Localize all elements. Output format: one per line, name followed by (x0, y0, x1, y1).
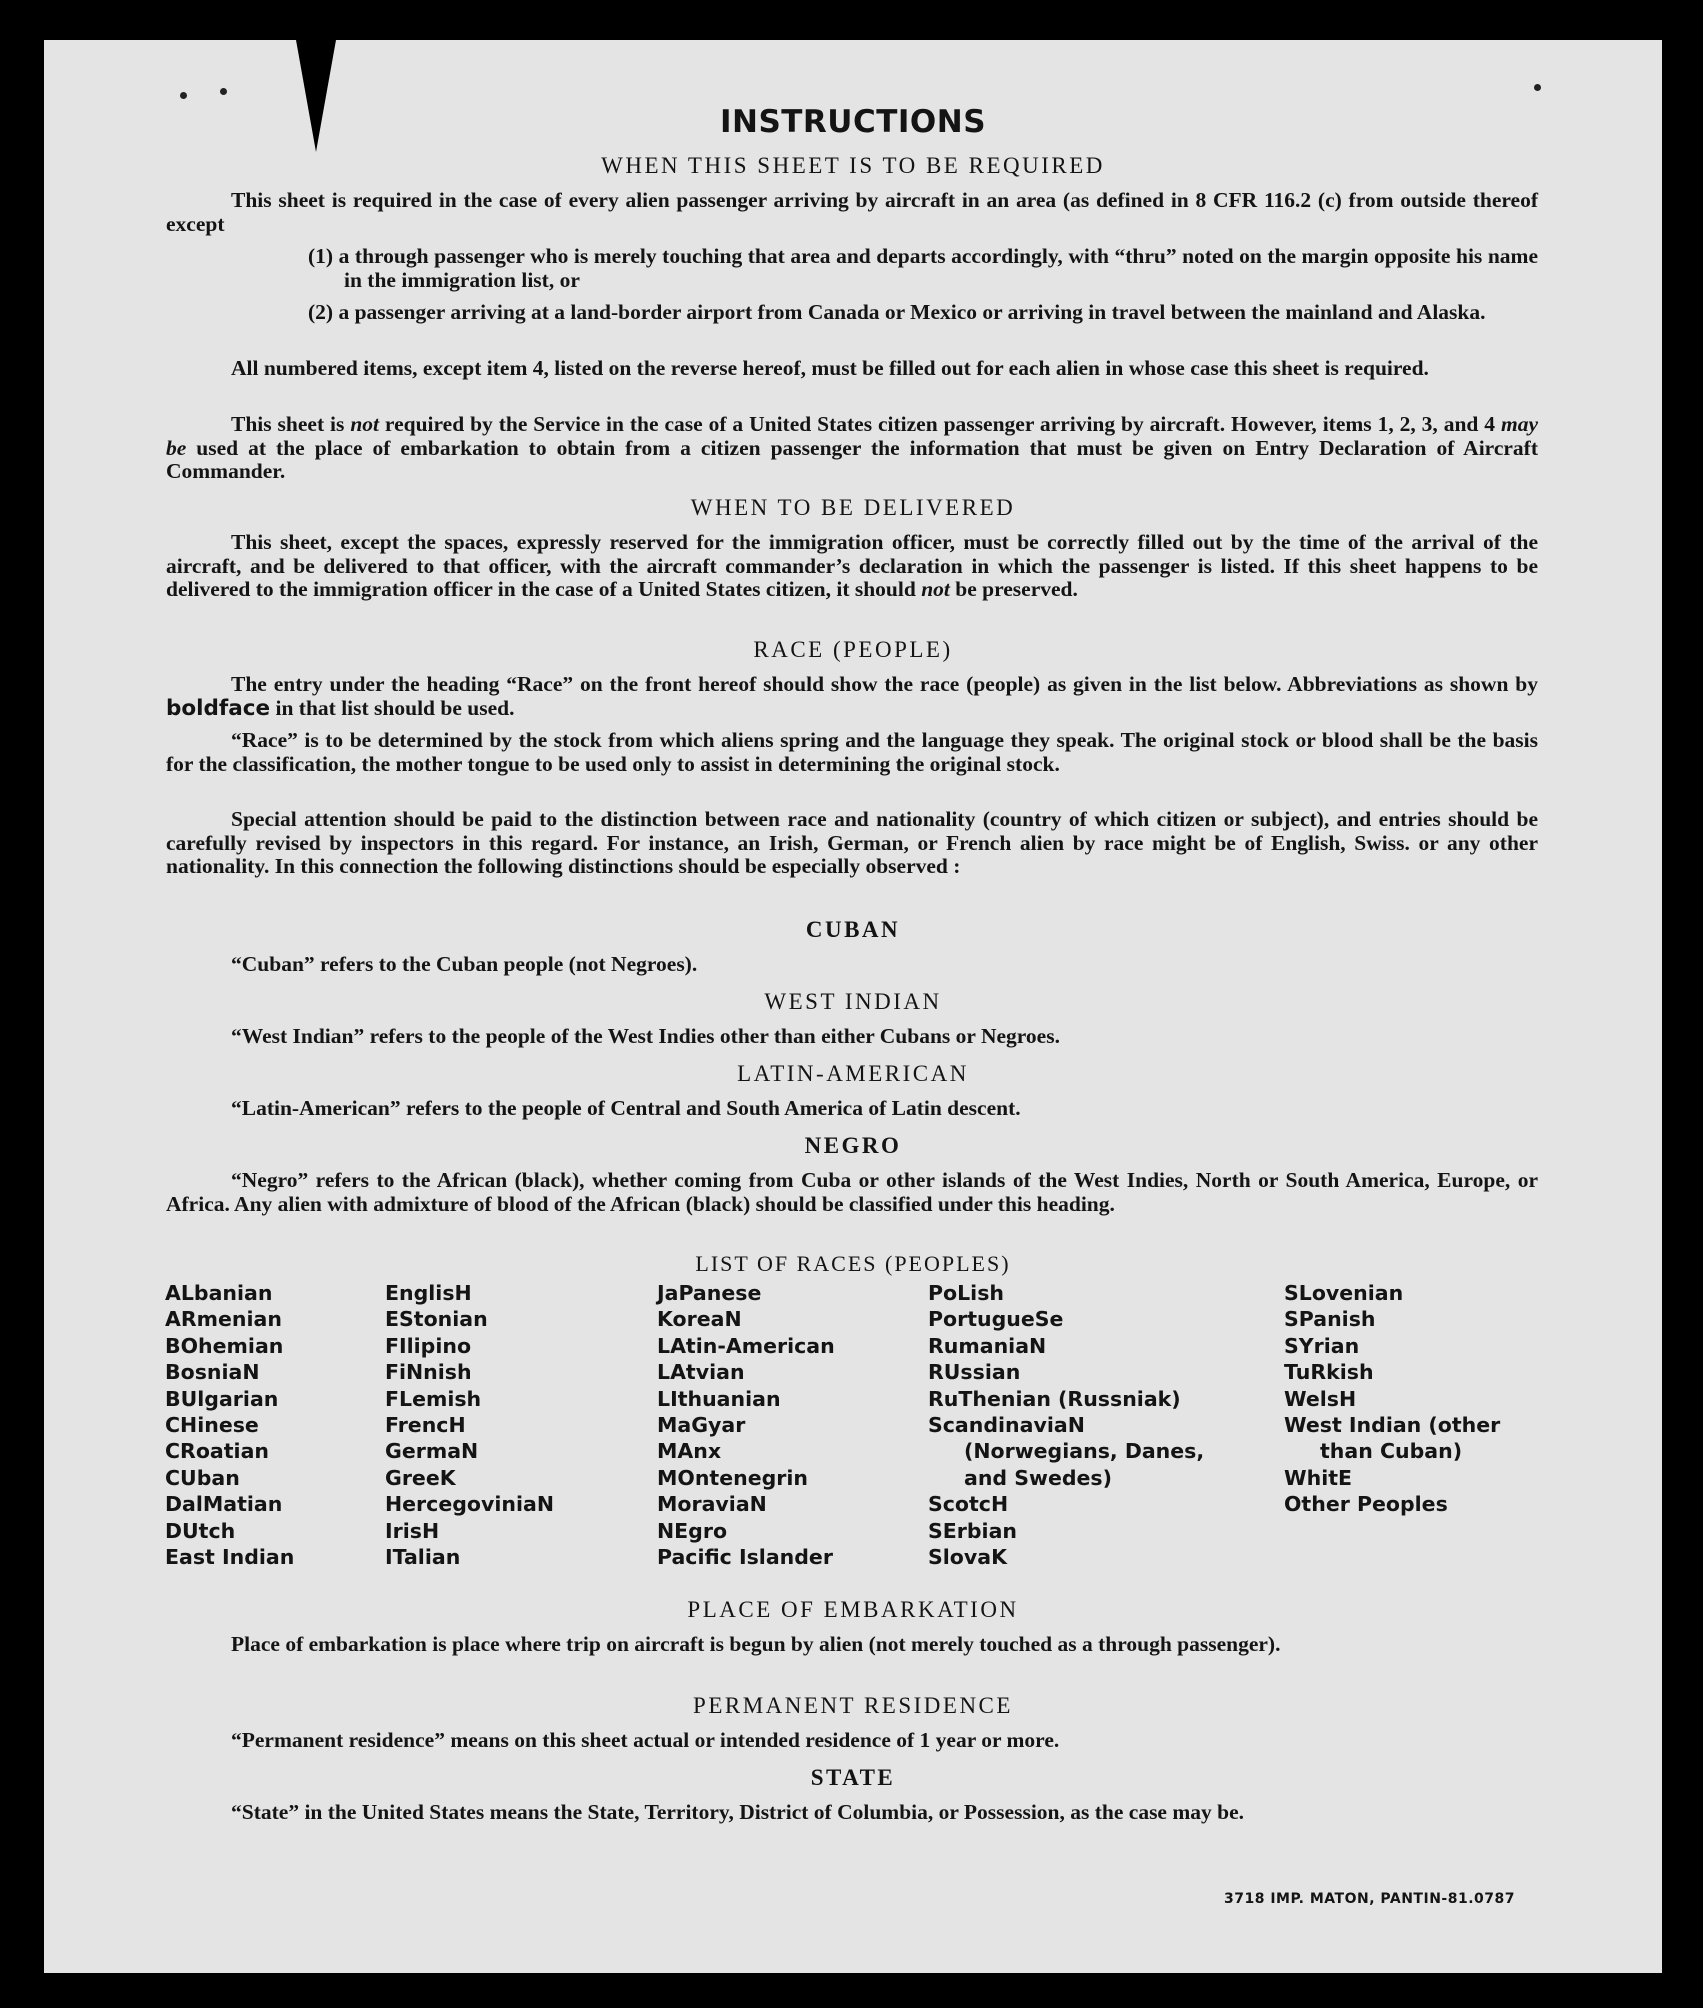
race-item: ALbanian (165, 1281, 273, 1305)
heading-race: RACE (PEOPLE) (753, 637, 953, 662)
heading-latin-american: LATIN-AMERICAN (737, 1061, 969, 1086)
west-indian-definition: “West Indian” refers to the people of the West Indies other than either Cubans or Negroes. (231, 1024, 1060, 1048)
race-item: DUtch (165, 1518, 236, 1543)
required-paragraph-3: This sheet is not required by the Service in the case of a United States citizen passenger arriving by aircraft. However, items 1, 2, 3, and 4 may be used at the place of embarkation to obtain from a citizen passenger the information that must be given on Entry Declaration of Aircraft Commander. (166, 412, 1538, 483)
race-item: SLovenian (1284, 1281, 1404, 1305)
punch-dot (180, 92, 187, 99)
latin-american-definition: “Latin-American” refers to the people of Central and South America of Latin descent. (231, 1096, 1021, 1120)
race-column-3 (657, 1280, 835, 1570)
race-item: IrisH (385, 1518, 440, 1543)
race-item: GermaN (385, 1439, 479, 1464)
required-exception-1: (1) a through passenger who is merely touching that area and departs accordingly, with “thru” noted on the margin opposite his name in the immigration list, or (308, 244, 1538, 292)
printer-imprint: 3718 IMP. MATON, PANTIN-81.0787 (1224, 1891, 1515, 1907)
race-item: RUssian (928, 1360, 1021, 1385)
race-item: CRoatian (165, 1439, 270, 1464)
race-paragraph-2: “Race” is to be determined by the stock from which aliens spring and the language they speak. The original stock or blood shall be the basis for the classification, the mother tongue to be used only to assist in determining the original stock. (166, 728, 1538, 776)
punch-dot (220, 88, 227, 95)
required-exception-2: (2) a passenger arriving at a land-border airport from Canada or Mexico or arriving in travel between the mainland and Alaska. (308, 300, 1486, 324)
heading-required: WHEN THIS SHEET IS TO BE REQUIRED (601, 153, 1105, 178)
race-item: SErbian (928, 1518, 1018, 1543)
heading-west-indian: WEST INDIAN (764, 989, 942, 1014)
race-item: FiNnish (385, 1360, 472, 1385)
race-column-5 (1284, 1280, 1534, 1518)
race-item: LAtin-American (657, 1333, 835, 1358)
race-item: ScandinaviaN (Norwegians, Danes, and Swedes) (928, 1413, 1205, 1490)
heading-state: STATE (810, 1765, 896, 1790)
race-paragraph-3: Special attention should be paid to the distinction between race and nationality (country of which citizen or subject), and entries should be carefully revised by inspectors in this regard. For instance, an Irish, German, or French alien by race might be of English, Swiss. or any other nationality. In this connection the following distinctions should be especially observed : (166, 807, 1538, 878)
race-item: LIthuanian (657, 1386, 781, 1411)
punch-dot (1534, 84, 1541, 91)
race-item: MoraviaN (657, 1492, 767, 1517)
required-paragraph-1: This sheet is required in the case of every alien passenger arriving by aircraft in an area (as defined in 8 CFR 116.2 (c) from outside thereof except (166, 188, 1538, 236)
race-item: WhitE (1284, 1465, 1353, 1490)
race-item: BUlgarian (165, 1386, 279, 1411)
race-item: East Indian (165, 1545, 295, 1570)
required-paragraph-2: All numbered items, except item 4, listed on the reverse hereof, must be filled out for each alien in whose case this sheet is required. (231, 356, 1429, 380)
instruction-sheet (44, 40, 1662, 1973)
race-item: FLemish (385, 1386, 482, 1411)
race-item: PortugueSe (928, 1307, 1064, 1332)
race-item: DalMatian (165, 1492, 283, 1517)
race-column-1 (165, 1280, 294, 1570)
race-item: FIlipino (385, 1333, 472, 1358)
heading-permanent-residence: PERMANENT RESIDENCE (693, 1693, 1013, 1718)
race-item: WelsH (1284, 1386, 1357, 1411)
race-column-4 (928, 1280, 1228, 1570)
embarkation-definition: Place of embarkation is place where trip on aircraft is begun by alien (not merely touched as a through passenger). (231, 1632, 1281, 1656)
race-item: Pacific Islander (657, 1545, 833, 1570)
race-item: HercegoviniaN (385, 1492, 554, 1517)
race-item: TuRkish (1284, 1360, 1374, 1385)
race-item: FrencH (385, 1413, 466, 1438)
race-item: RuThenian (Russniak) (928, 1386, 1181, 1411)
race-item: NEgro (657, 1518, 728, 1543)
race-paragraph-1: The entry under the heading “Race” on the front hereof should show the race (people) as given in the list below. Abbreviations as shown by boldface in that list should be used. (166, 672, 1538, 721)
race-item: MOntenegrin (657, 1465, 809, 1490)
race-item: SYrian (1284, 1333, 1360, 1358)
race-item: RumaniaN (928, 1333, 1047, 1358)
race-item: ScotcH (928, 1492, 1009, 1517)
race-item: CUban (165, 1465, 240, 1490)
delivered-paragraph: This sheet, except the spaces, expressly reserved for the immigration officer, must be correctly filled out by the time of the arrival of the aircraft, and be delivered to that officer, with the aircraft commander’s declaration in which the passenger is listed. If this sheet happens to be delivered to the immigration officer in the case of a United States citizen, it should not be preserved. (166, 530, 1538, 601)
heading-embarkation: PLACE OF EMBARKATION (687, 1597, 1019, 1622)
race-item: SlovaK (928, 1545, 1007, 1570)
race-item: MaGyar (657, 1413, 746, 1438)
race-column-2 (385, 1280, 554, 1570)
race-item: GreeK (385, 1465, 456, 1490)
race-item: EStonian (385, 1307, 488, 1332)
race-item: ARmenian (165, 1307, 282, 1332)
state-definition: “State” in the United States means the State, Territory, District of Columbia, or Possession, as the case may be. (231, 1800, 1245, 1824)
race-item: Other Peoples (1284, 1492, 1448, 1517)
race-item: LAtvian (657, 1360, 745, 1385)
race-item: MAnx (657, 1439, 722, 1464)
heading-negro: NEGRO (804, 1133, 902, 1158)
cuban-definition: “Cuban” refers to the Cuban people (not Negroes). (231, 952, 698, 976)
heading-cuban: CUBAN (805, 917, 901, 942)
residence-definition: “Permanent residence” means on this sheet actual or intended residence of 1 year or more. (231, 1728, 1060, 1752)
race-item: BOhemian (165, 1333, 284, 1358)
negro-definition: “Negro” refers to the African (black), whether coming from Cuba or other islands of the West Indies, North or South America, Europe, or Africa. Any alien with admixture of blood of the African (black) should be classified under this heading. (166, 1168, 1538, 1216)
race-item: KoreaN (657, 1307, 742, 1332)
race-item: SPanish (1284, 1307, 1376, 1332)
heading-delivered: WHEN TO BE DELIVERED (690, 495, 1016, 520)
race-item: EnglisH (385, 1281, 472, 1305)
race-item: CHinese (165, 1413, 259, 1438)
heading-list-of-races: LIST OF RACES (PEOPLES) (695, 1251, 1011, 1276)
race-item: PoLish (928, 1281, 1004, 1305)
race-item: West Indian (other than Cuban) (1284, 1413, 1501, 1464)
race-item: ITalian (385, 1545, 461, 1570)
race-item: BosniaN (165, 1360, 260, 1385)
race-item: JaPanese (657, 1281, 762, 1305)
page-title: INSTRUCTIONS (719, 104, 987, 140)
